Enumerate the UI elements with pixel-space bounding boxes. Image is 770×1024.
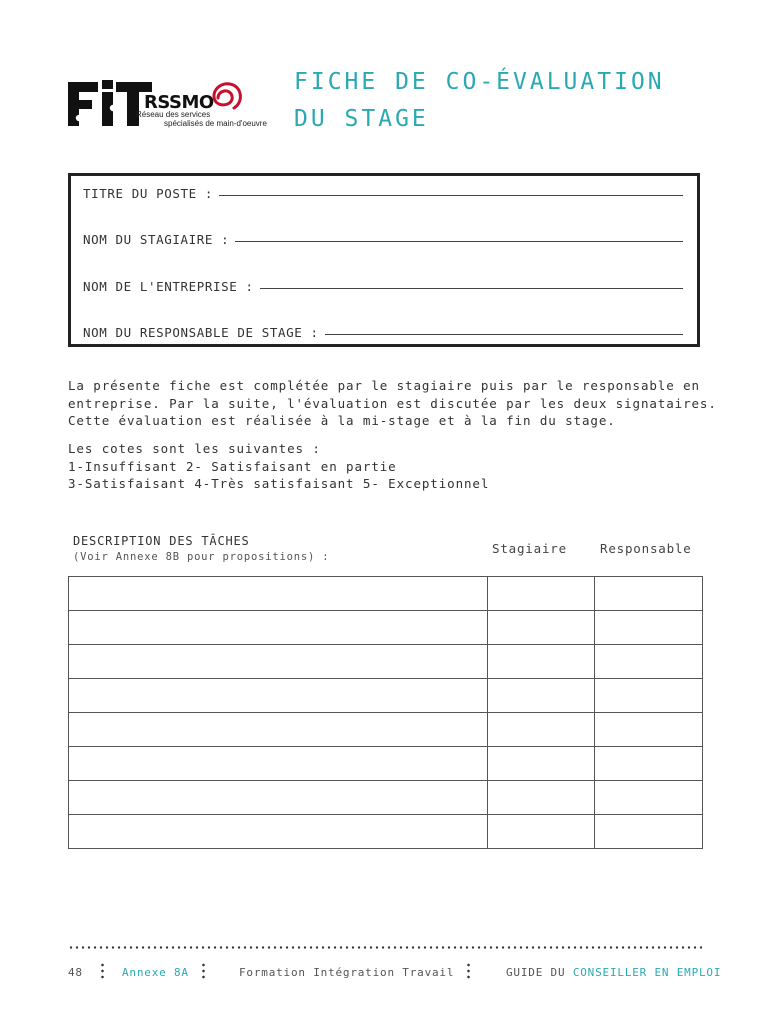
intern-info-box (68, 173, 700, 347)
company-name-line[interactable] (260, 288, 683, 289)
job-title-field[interactable] (83, 186, 683, 201)
column-header-stagiaire: Stagiaire (492, 541, 567, 556)
table-row (69, 781, 703, 815)
footer-separator (101, 962, 104, 980)
responsable-score-cell[interactable] (595, 577, 703, 611)
task-cell[interactable] (69, 815, 488, 849)
stagiaire-score-cell[interactable] (488, 815, 595, 849)
table-row (69, 577, 703, 611)
annex-label: Annexe 8A (122, 966, 189, 979)
table-row (69, 611, 703, 645)
intern-name-label: NOM DU STAGIAIRE : (83, 232, 230, 247)
task-cell[interactable] (69, 713, 488, 747)
table-row (69, 815, 703, 849)
stagiaire-score-cell[interactable] (488, 577, 595, 611)
program-label: Formation Intégration Travail (239, 966, 455, 979)
task-cell[interactable] (69, 611, 488, 645)
intern-name-field[interactable] (83, 232, 683, 247)
supervisor-name-line[interactable] (325, 334, 683, 335)
svg-text:RSSMO: RSSMO (144, 92, 214, 113)
company-name-label: NOM DE L'ENTREPRISE : (83, 279, 254, 294)
task-cell[interactable] (69, 781, 488, 815)
stagiaire-score-cell[interactable] (488, 679, 595, 713)
intro-paragraph (68, 377, 717, 430)
page-number: 48 (68, 966, 83, 979)
supervisor-name-label: NOM DU RESPONSABLE DE STAGE : (83, 325, 319, 340)
logo-subtitle-line2: spécialisés de main-d'oeuvre (164, 119, 267, 128)
table-row (69, 747, 703, 781)
footer-divider (68, 946, 702, 949)
supervisor-name-field[interactable] (83, 325, 683, 340)
responsable-score-cell[interactable] (595, 747, 703, 781)
task-cell[interactable] (69, 577, 488, 611)
responsable-score-cell[interactable] (595, 611, 703, 645)
job-title-line[interactable] (219, 195, 683, 196)
task-cell[interactable] (69, 645, 488, 679)
responsable-score-cell[interactable] (595, 713, 703, 747)
stagiaire-score-cell[interactable] (488, 645, 595, 679)
company-name-field[interactable] (83, 279, 683, 294)
footer-separator (202, 962, 205, 980)
job-title-label: TITRE DU POSTE : (83, 186, 214, 201)
title-line1: FICHE DE CO-ÉVALUATION (294, 69, 665, 95)
task-cell[interactable] (69, 747, 488, 781)
guide-prefix: GUIDE DU (506, 966, 566, 979)
logo-subtitle (136, 110, 267, 128)
intern-name-line[interactable] (235, 241, 683, 242)
column-header-responsable: Responsable (600, 541, 692, 556)
stagiaire-score-cell[interactable] (488, 713, 595, 747)
task-description-header: DESCRIPTION DES TÂCHES (73, 534, 250, 548)
responsable-score-cell[interactable] (595, 645, 703, 679)
logo-subtitle-line1: Réseau des services (136, 110, 211, 119)
stagiaire-score-cell[interactable] (488, 611, 595, 645)
task-description-subheader: (Voir Annexe 8B pour propositions) : (73, 551, 330, 563)
table-row (69, 679, 703, 713)
ratings-line1: Les cotes sont les suivantes : (68, 441, 321, 456)
page-title (294, 64, 665, 138)
table-row (69, 645, 703, 679)
responsable-score-cell[interactable] (595, 679, 703, 713)
intro-line2: entreprise. Par la suite, l'évaluation est discutée par les deux signataires. (68, 395, 717, 411)
guide-name: CONSEILLER EN EMPLOI (572, 966, 722, 979)
task-table (68, 576, 703, 849)
responsable-score-cell[interactable] (595, 781, 703, 815)
intro-line1: La présente fiche est complétée par le stagiaire puis par le responsable en (68, 378, 700, 393)
stagiaire-score-cell[interactable] (488, 781, 595, 815)
stagiaire-score-cell[interactable] (488, 747, 595, 781)
ratings-line2: 1-Insuffisant 2- Satisfaisant en partie (68, 458, 397, 474)
task-cell[interactable] (69, 679, 488, 713)
ratings-line3: 3-Satisfaisant 4-Très satisfaisant 5- Exceptionnel (68, 476, 490, 491)
intro-line3: Cette évaluation est réalisée à la mi-stage et à la fin du stage. (68, 413, 616, 428)
guide-label (506, 966, 721, 979)
title-line2: DU STAGE (294, 106, 429, 132)
ratings-paragraph (68, 440, 489, 493)
responsable-score-cell[interactable] (595, 815, 703, 849)
footer-separator (467, 962, 470, 980)
table-row (69, 713, 703, 747)
